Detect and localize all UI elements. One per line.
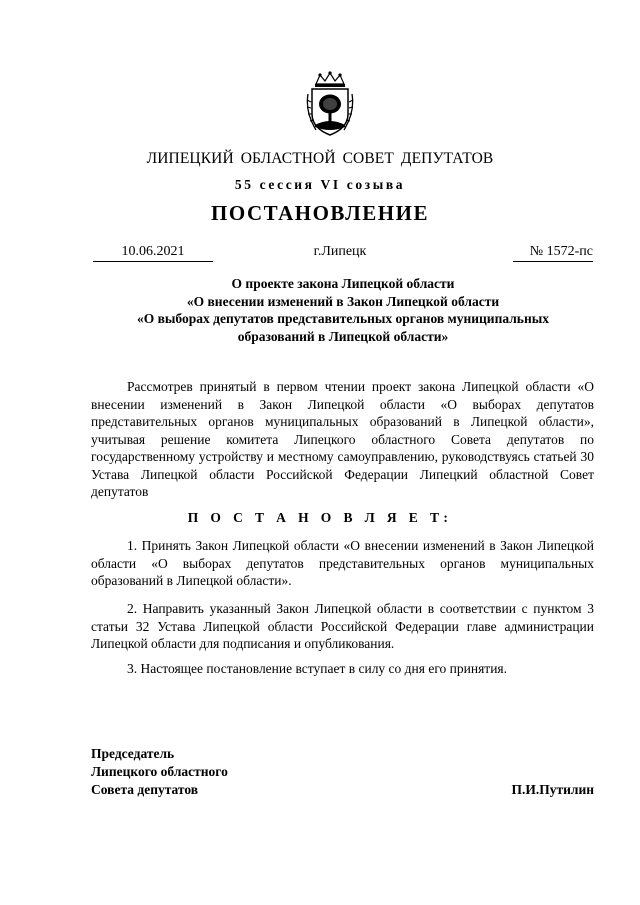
heading-line: «О внесении изменений в Закон Липецкой области xyxy=(186,293,500,309)
point-paragraph: 3. Настоящее постановление вступает в силу со дня его принятия. xyxy=(127,661,508,676)
council-name: ЛИПЕЦКИЙ ОБЛАСТНОЙ СОВЕТ ДЕПУТАТОВ xyxy=(146,150,494,167)
lipetsk-coat-of-arms-icon xyxy=(302,70,358,138)
intro-paragraph: Рассмотрев принятый в первом чтении проект закона Липецкой области «О внесении изменений в Закон Липецкой области «О выборах депутатов представительных органов муниципальных образований в Липецкой области», учитывая решение комитета Липецкого областного Совета депутатов по государственному устройству и местному самоуправлению, руководствуясь статьей 30 Устава Липецкой области Российской Федерации Липецкий областной Совет депутатов xyxy=(91,379,594,499)
session-line: 55 сессия VI созыва xyxy=(234,177,406,192)
decides-heading: П О С Т А Н О В Л Я Е Т: xyxy=(187,510,453,525)
document-number: № 1572-пс xyxy=(513,244,593,262)
signature-title-line: Совета депутатов xyxy=(91,782,199,797)
document-city: г.Липецк xyxy=(313,244,367,259)
heading-line: «О выборах депутатов представительных органов муниципальных xyxy=(136,311,550,326)
document-date: 10.06.2021 xyxy=(93,244,213,262)
signature-title-line: Липецкого областного xyxy=(91,764,228,779)
signer-name: П.И.Путилин xyxy=(511,782,594,797)
document-heading xyxy=(93,275,593,345)
signature-title xyxy=(91,745,228,799)
heading-line: О проекте закона Липецкой области xyxy=(231,276,455,291)
signature-title-line: Председатель xyxy=(91,746,175,761)
point-paragraph: 2. Направить указанный Закон Липецкой области в соответствии с пунктом 3 статьи 32 Устава Липецкой области Российской Федерации главе администрации Липецкой области для подписания и опубликования. xyxy=(91,601,594,651)
heading-line: образований в Липецкой области» xyxy=(237,328,449,344)
document-type: ПОСТАНОВЛЕНИЕ xyxy=(211,201,429,225)
point-paragraph: 1. Принять Закон Липецкой области «О внесении изменений в Закон Липецкой области «О выборах депутатов представительных органов муниципальных образований в Липецкой области». xyxy=(91,538,594,588)
